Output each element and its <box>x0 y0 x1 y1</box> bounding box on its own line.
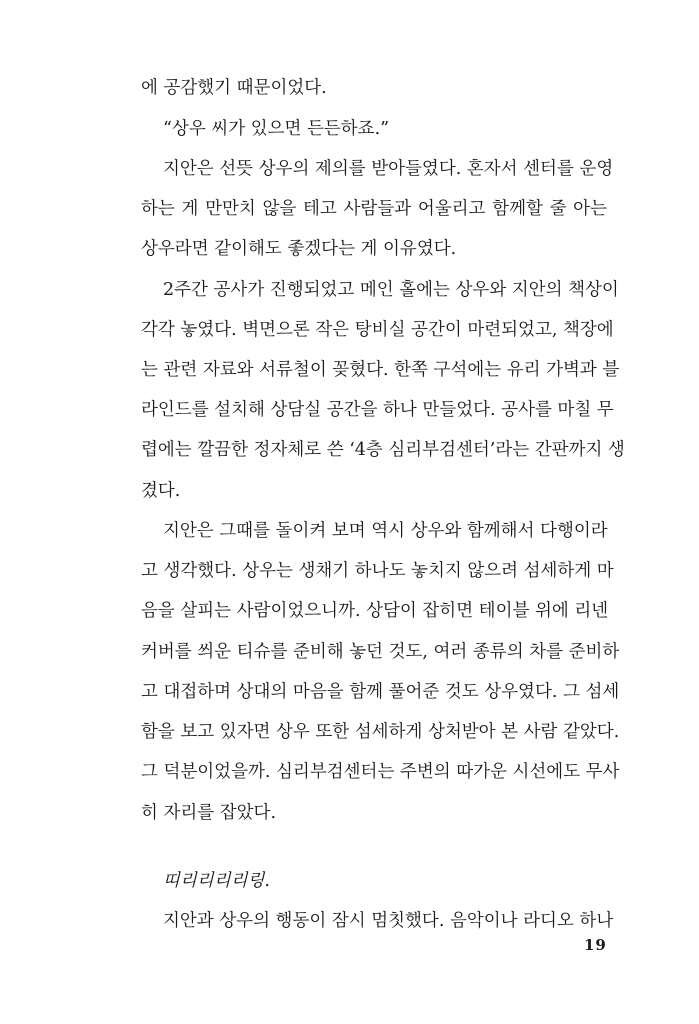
text-line: 히 자리를 잡았다. <box>141 803 277 823</box>
dialogue-line: “상우 씨가 있으면 든든하죠.” <box>163 119 390 139</box>
text-line: 그 덕분이었을까. 심리부검센터는 주변의 따가운 시선에도 무사 <box>141 762 620 782</box>
text-line: 하는 게 만만치 않을 테고 사람들과 어울리고 함께할 줄 아는 <box>141 199 607 219</box>
text-line: 고 대접하며 상대의 마음을 함께 풀어준 것도 상우였다. 그 섬세 <box>141 682 620 702</box>
paragraph-start-line: 2주간 공사가 진행되었고 메인 홀에는 상우와 지안의 책상이 <box>163 280 619 300</box>
text-line: 상우라면 같이해도 좋겠다는 게 이유였다. <box>141 239 457 259</box>
page-number: 19 <box>584 936 607 954</box>
text-line: 각각 놓였다. 벽면으론 작은 탕비실 공간이 마련되었고, 책장에 <box>141 320 614 340</box>
paragraph-start-line: 지안은 그때를 돌이켜 보며 역시 상우와 함께해서 다행이라 <box>163 521 608 541</box>
paragraph-start-line: 지안은 선뜻 상우의 제의를 받아들였다. 혼자서 센터를 운영 <box>163 159 614 179</box>
sound-effect-line: 띠리리리리링. <box>163 871 270 891</box>
text-line: 라인드를 설치해 상담실 공간을 하나 만들었다. 공사를 마칠 무 <box>141 400 614 420</box>
paragraph-start-line: 지안과 상우의 행동이 잠시 멈칫했다. 음악이나 라디오 하나 <box>163 911 614 931</box>
text-line: 고 생각했다. 상우는 생채기 하나도 놓치지 않으려 섬세하게 마 <box>141 561 614 581</box>
text-line: 함을 보고 있자면 상우 또한 섬세하게 상처받아 본 사람 같았다. <box>141 722 620 742</box>
text-line: 렵에는 깔끔한 정자체로 쓴 ‘4층 심리부검센터’라는 간판까지 생 <box>141 440 625 460</box>
text-line: 커버를 씌운 티슈를 준비해 놓던 것도, 여러 종류의 차를 준비하 <box>141 642 620 662</box>
text-line: 에 공감했기 때문이었다. <box>141 78 327 98</box>
text-line: 는 관련 자료와 서류철이 꽂혔다. 한쪽 구석에는 유리 가벽과 블 <box>141 360 620 380</box>
text-line: 음을 살피는 사람이었으니까. 상담이 잡히면 테이블 위에 리넨 <box>141 601 609 621</box>
text-line: 겼다. <box>141 481 181 501</box>
